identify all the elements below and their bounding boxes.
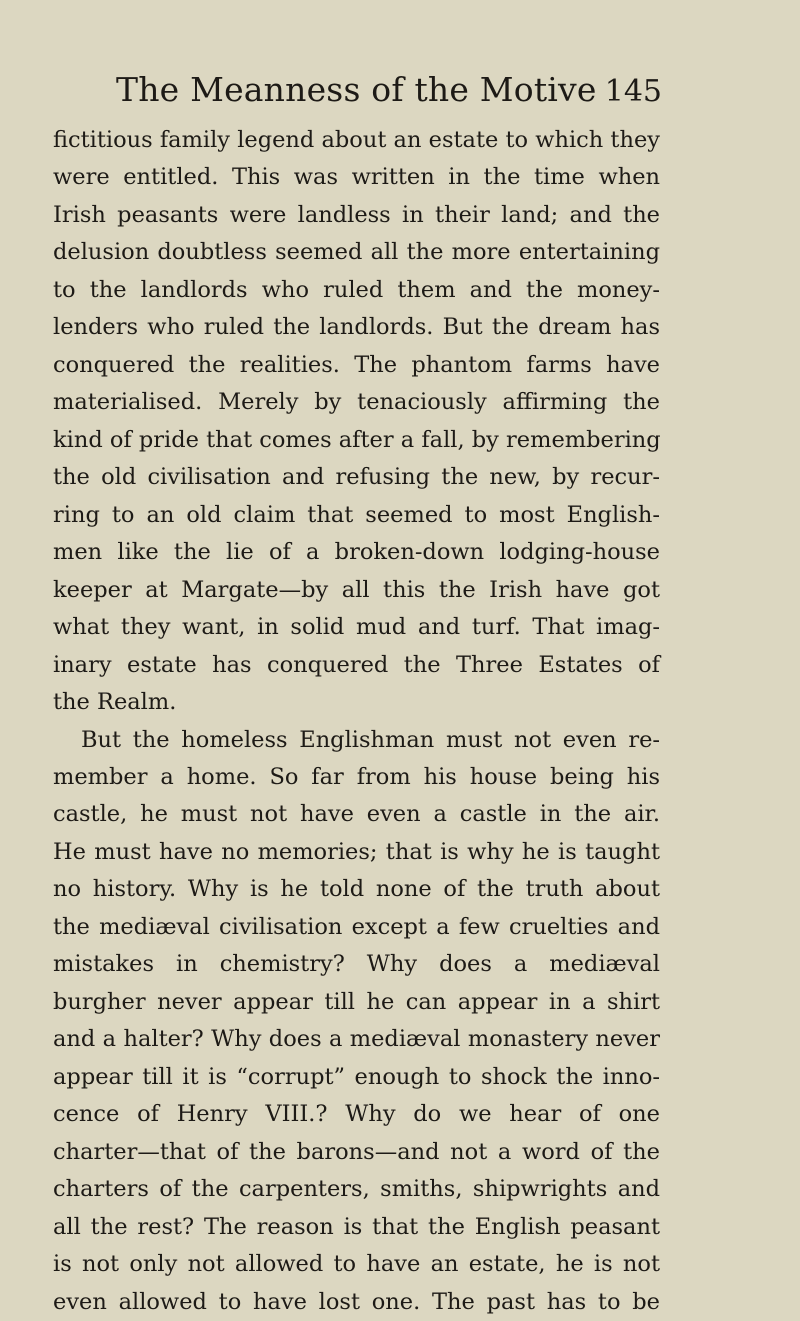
- running-title: The Meanness of the Motive: [116, 70, 597, 109]
- text-line: cence of Henry VIII.? Why do we hear of one: [53, 1101, 660, 1128]
- text-line: to the landlords who ruled them and the money-: [53, 276, 660, 303]
- text-line: charter—that of the barons—and not a word of the: [53, 1138, 660, 1165]
- text-line: lenders who ruled the landlords. But the dream has: [53, 314, 660, 341]
- page-header: [116, 68, 662, 112]
- text-line: burgher never appear till he can appear in a shirt: [53, 988, 660, 1015]
- text-line: is not only not allowed to have an estate, he is not: [53, 1251, 660, 1278]
- text-line: men like the lie of a broken-down lodging-house: [53, 539, 660, 566]
- text-line-paragraph-end: the Realm.: [53, 689, 177, 716]
- text-line: what they want, in solid mud and turf. That imag-: [53, 614, 660, 641]
- text-line: even allowed to have lost one. The past has to be: [53, 1288, 660, 1315]
- text-line: member a home. So far from his house being his: [53, 763, 660, 790]
- page-number: 145: [604, 74, 662, 109]
- text-line: no history. Why is he told none of the truth about: [53, 876, 660, 903]
- body-text: [53, 122, 660, 1321]
- text-line: the mediæval civilisation except a few cruelties and: [53, 913, 660, 940]
- text-line: the old civilisation and refusing the new, by recur-: [53, 464, 660, 491]
- text-line: ring to an old claim that seemed to most English-: [53, 501, 660, 528]
- text-line: materialised. Merely by tenaciously affirming the: [53, 389, 660, 416]
- text-line: appear till it is “corrupt” enough to shock the inno-: [53, 1063, 660, 1090]
- text-line: all the rest? The reason is that the English peasant: [53, 1213, 660, 1240]
- text-line: inary estate has conquered the Three Estates of: [53, 651, 660, 678]
- text-line: conquered the realities. The phantom farms have: [53, 351, 660, 378]
- text-line: Irish peasants were landless in their land; and the: [53, 201, 660, 228]
- text-line: charters of the carpenters, smiths, shipwrights and: [53, 1176, 660, 1203]
- text-line: He must have no memories; that is why he is taught: [53, 838, 660, 865]
- text-line: and a halter? Why does a mediæval monastery never: [53, 1026, 660, 1053]
- text-line: were entitled. This was written in the time when: [53, 164, 660, 191]
- text-line: kind of pride that comes after a fall, by remembering: [53, 426, 661, 453]
- text-line: castle, he must not have even a castle in the air.: [53, 801, 660, 828]
- text-line: mistakes in chemistry? Why does a mediæval: [53, 951, 660, 978]
- text-line: fictitious family legend about an estate to which they: [53, 127, 660, 153]
- text-line: keeper at Margate—by all this the Irish have got: [53, 576, 660, 603]
- text-line: delusion doubtless seemed all the more entertaining: [53, 239, 660, 266]
- text-line-paragraph-start: But the homeless Englishman must not even re-: [81, 726, 660, 753]
